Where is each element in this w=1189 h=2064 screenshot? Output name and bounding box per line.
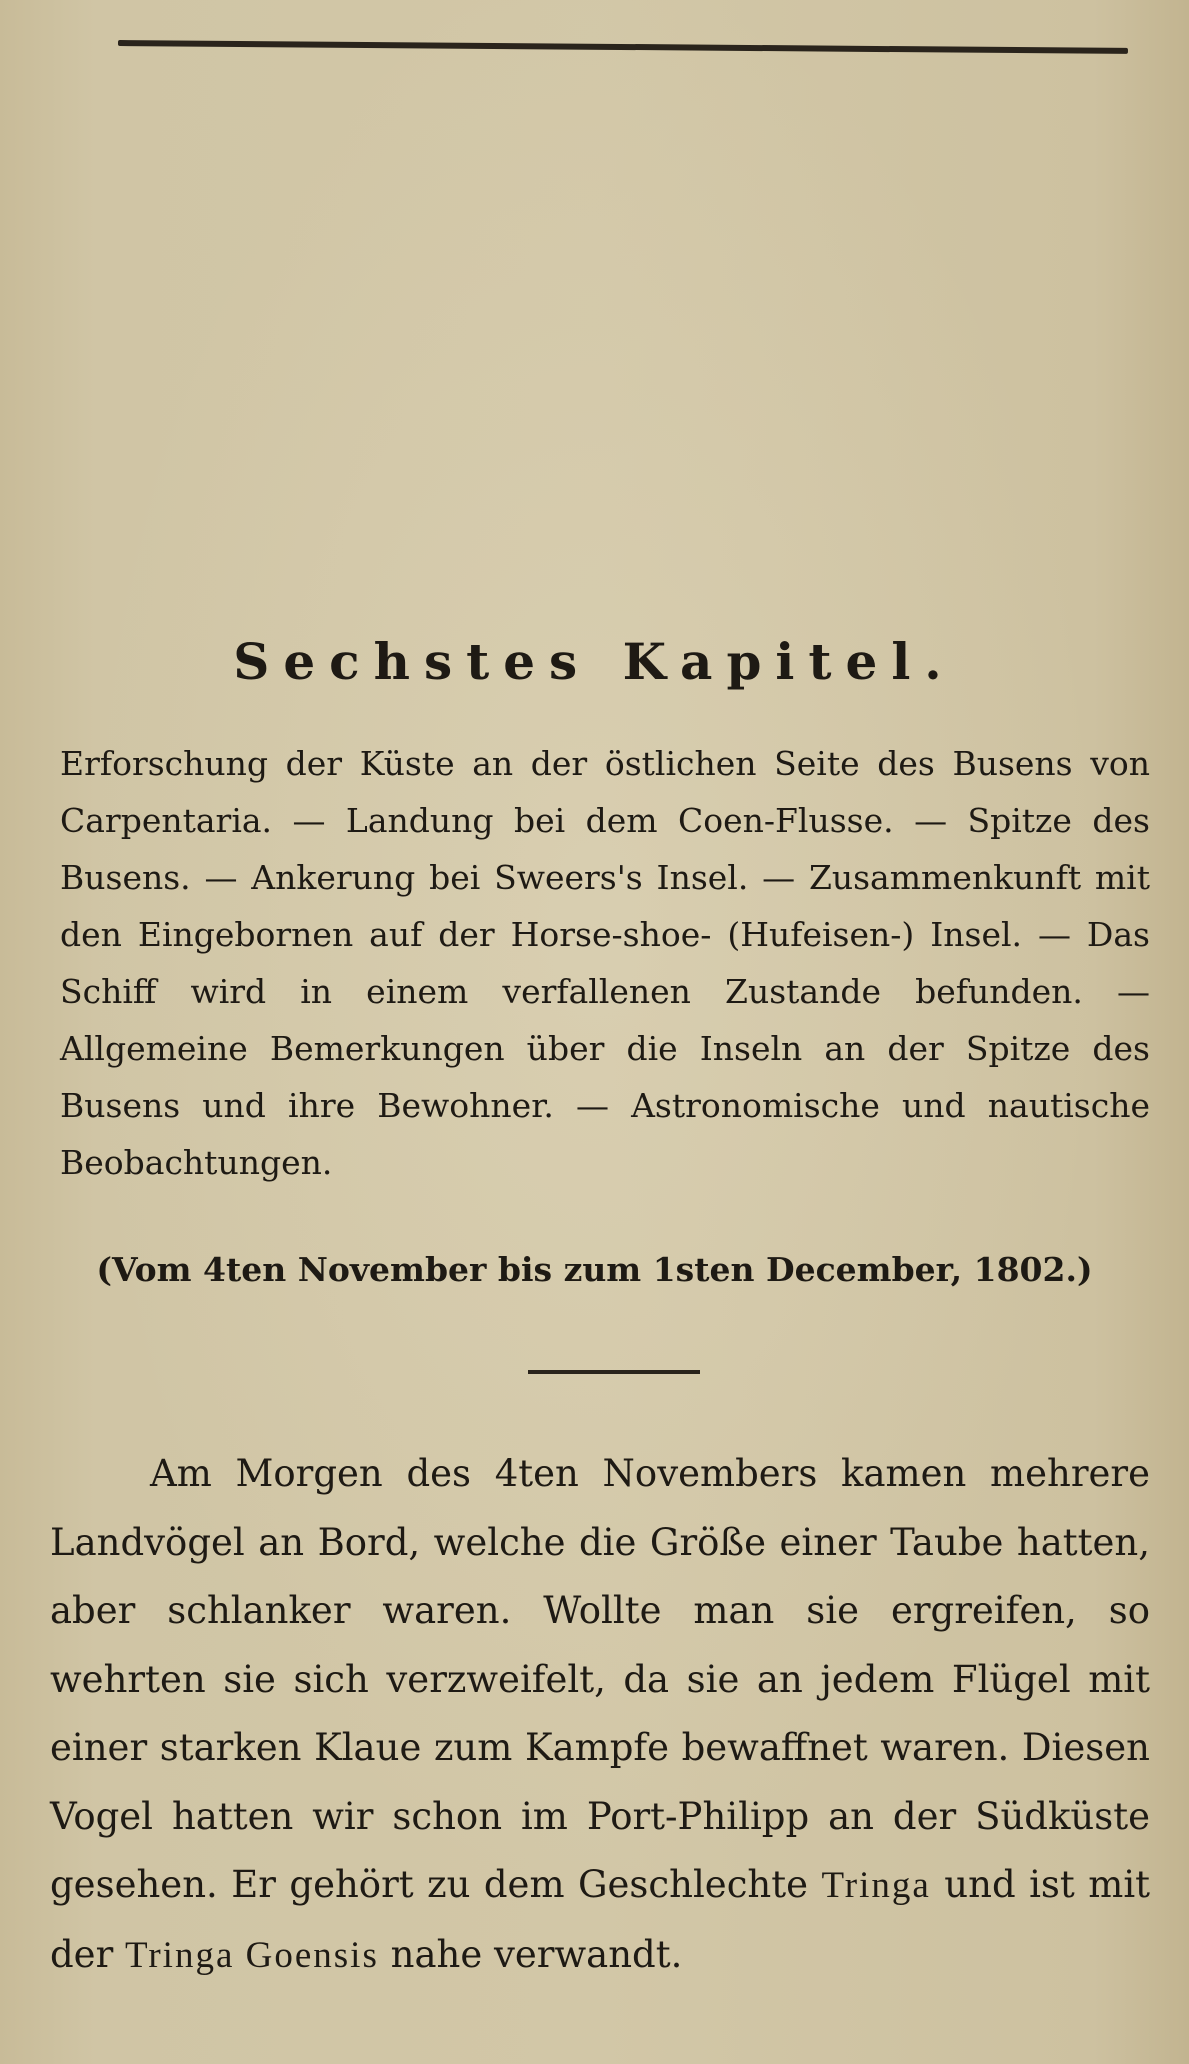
chapter-date-range: (Vom 4ten November bis zum 1sten December, 1802.)	[96, 1250, 1093, 1289]
body-paragraph	[50, 1440, 1150, 1990]
top-rule	[118, 40, 1128, 54]
chapter-summary: Erforschung der Küste an der östlichen Seite des Busens von Carpentaria. — Landung bei dem Coen-Flusse. — Spitze des Busens. — Ankerung bei Sweers's Insel. — Zusammenkunft mit den Eingebornen auf der Horse-shoe- (Hufeisen-) Insel. — Das Schiff wird in einem verfallenen Zustande befunden. — Allgemeine Bemerkungen über die Inseln an der Spitze des Busens und ihre Bewohner. — Astronomische und nautische Beobachtungen.	[60, 744, 1150, 1182]
section-divider	[528, 1370, 700, 1374]
body-text-part-2: und ist mit der	[50, 1863, 1151, 1976]
chapter-title: Sechstes Kapitel.	[233, 632, 956, 691]
latin-term-tringa-goensis: Tringa Goensis	[125, 1934, 379, 1976]
body-text-part-1: Am Morgen des 4ten Novembers kamen mehrere Landvögel an Bord, welche die Größe einer Taube hatten, aber schlanker waren. Wollte man sie ergreifen, so wehrten sie sich verzweifelt, da sie an jedem Flügel mit einer starken Klaue zum Kampfe bewaffnet waren. Diesen Vogel hatten wir schon im Port-Philipp an der Südküste gesehen. Er gehört zu dem Geschlechte	[50, 1452, 1150, 1906]
latin-term-tringa: Tringa	[821, 1865, 931, 1906]
body-text-part-3: nahe verwandt.	[390, 1932, 683, 1976]
